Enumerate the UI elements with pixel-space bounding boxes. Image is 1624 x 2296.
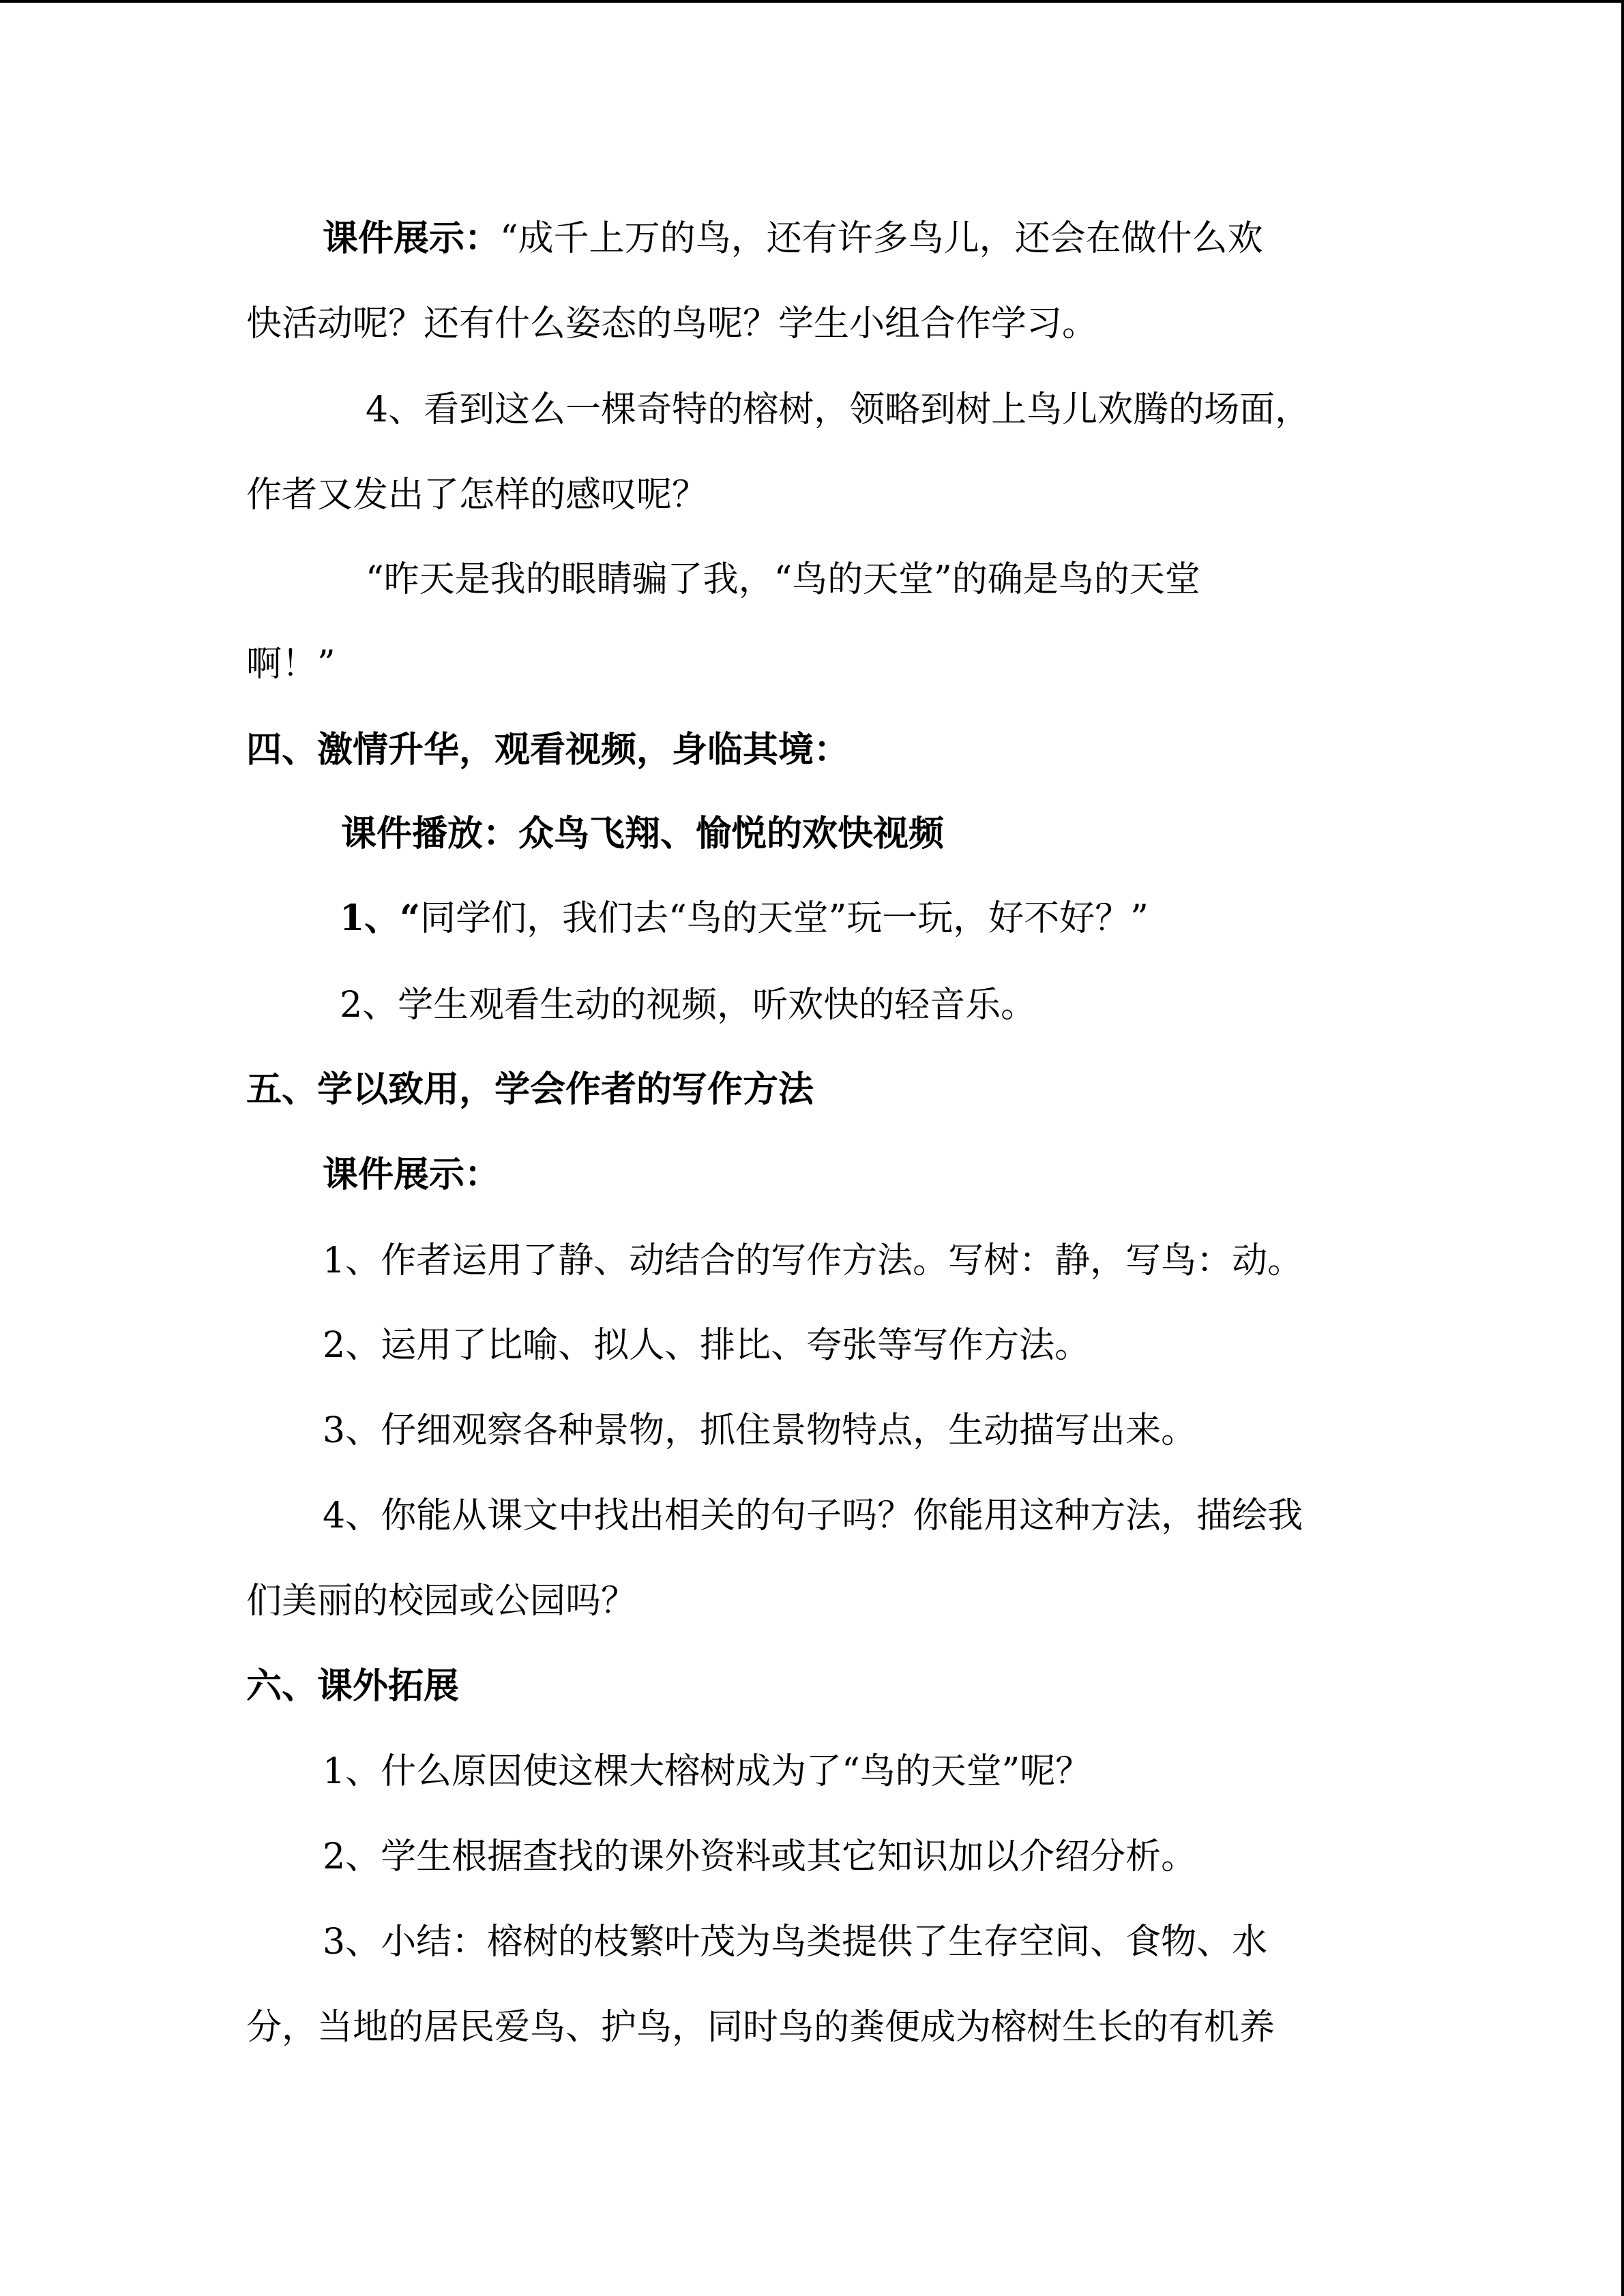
courseware-label: 课件展示： (323, 218, 501, 259)
subheading: 课件播放：众鸟飞翔、愉悦的欢快视频 (341, 813, 945, 854)
paragraph-line: 3、小结：榕树的枝繁叶茂为鸟类提供了生存空间、食物、水 (323, 1922, 1268, 1963)
paragraph-line: “昨天是我的眼睛骗了我，“鸟的天堂”的确是鸟的天堂 (366, 559, 1200, 600)
paragraph-line: 快活动呢？还有什么姿态的鸟呢？学生小组合作学习。 (246, 303, 1098, 344)
paragraph-line (323, 218, 1263, 259)
list-number: 1、“ (340, 897, 421, 939)
paragraph-line: 4、你能从课文中找出相关的句子吗？你能用这种方法，描绘我 (323, 1495, 1303, 1536)
paragraph-line: 啊！” (246, 644, 336, 685)
paragraph-line: 3、仔细观察各种景物，抓住景物特点，生动描写出来。 (323, 1410, 1197, 1451)
paragraph-line: 1、作者运用了静、动结合的写作方法。写树：静，写鸟：动。 (323, 1240, 1303, 1281)
paragraph-line: 4、看到这么一棵奇特的榕树，领略到树上鸟儿欢腾的场面， (366, 389, 1311, 430)
section-heading: 四、激情升华，观看视频，身临其境： (246, 729, 850, 771)
line-text: “成千上万的鸟，还有许多鸟儿，还会在做什么欢 (500, 218, 1263, 259)
section-heading: 五、学以致用，学会作者的写作方法 (246, 1069, 814, 1110)
paragraph-line: 2、学生根据查找的课外资料或其它知识加以介绍分析。 (323, 1836, 1197, 1877)
paragraph-line: 们美丽的校园或公园吗？ (246, 1581, 637, 1622)
section-heading: 六、课外拓展 (246, 1665, 460, 1707)
line-text: 同学们，我们去“鸟的天堂”玩一玩，好不好？” (420, 898, 1149, 939)
paragraph-line (340, 898, 1149, 939)
paragraph-line: 2、学生观看生动的视频，听欢快的轻音乐。 (340, 985, 1037, 1026)
paragraph-line: 1、什么原因使这棵大榕树成为了“鸟的天堂”呢？ (323, 1751, 1091, 1792)
paragraph-line: 作者又发出了怎样的感叹呢？ (246, 475, 708, 516)
paragraph-line: 2、运用了比喻、拟人、排比、夸张等写作方法。 (323, 1325, 1091, 1366)
paragraph-line: 分，当地的居民爱鸟、护鸟，同时鸟的粪便成为榕树生长的有机养 (246, 2007, 1275, 2048)
subheading: 课件展示： (323, 1154, 501, 1195)
